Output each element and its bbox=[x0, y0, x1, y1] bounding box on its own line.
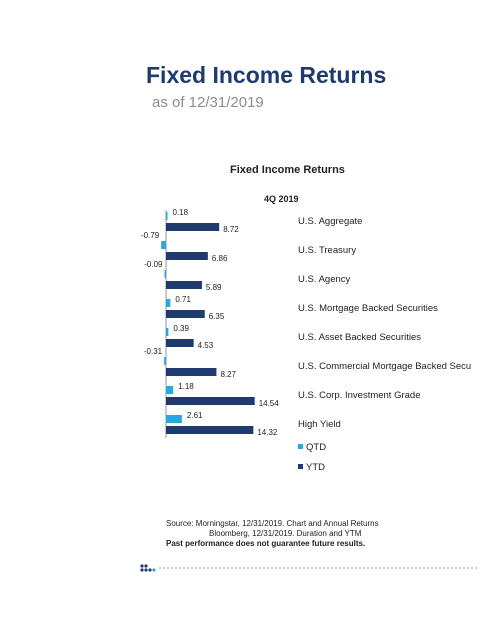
divider-dot bbox=[391, 567, 393, 569]
divider-dot bbox=[351, 567, 353, 569]
divider-dot bbox=[227, 567, 229, 569]
divider-dot bbox=[183, 567, 185, 569]
divider-dot bbox=[263, 567, 265, 569]
divider-dot bbox=[451, 567, 453, 569]
divider-dot bbox=[191, 567, 193, 569]
divider-dot bbox=[411, 567, 413, 569]
divider-dot bbox=[355, 567, 357, 569]
divider-dot bbox=[231, 567, 233, 569]
bar-qtd bbox=[166, 212, 168, 220]
divider-dot bbox=[419, 567, 421, 569]
divider-dot bbox=[315, 567, 317, 569]
divider-dot bbox=[199, 567, 201, 569]
divider-dot bbox=[235, 567, 237, 569]
divider-dot bbox=[279, 567, 281, 569]
divider-dot bbox=[255, 567, 257, 569]
divider-dot bbox=[463, 567, 465, 569]
bar-qtd bbox=[161, 241, 166, 249]
data-label-qtd: -0.79 bbox=[140, 231, 160, 240]
divider-dot bbox=[395, 567, 397, 569]
divider-dot bbox=[379, 567, 381, 569]
divider-dot bbox=[175, 567, 177, 569]
source-line-1: Source: Morningstar, 12/31/2019. Chart and Annual Returns bbox=[166, 519, 379, 528]
data-label-qtd: 0.18 bbox=[172, 208, 189, 217]
divider-dot bbox=[187, 567, 189, 569]
data-label-ytd: 6.35 bbox=[208, 312, 225, 321]
divider-dot bbox=[223, 567, 225, 569]
data-label-qtd: 2.61 bbox=[186, 411, 203, 420]
dot-trail bbox=[159, 567, 477, 569]
divider-dot bbox=[283, 567, 285, 569]
bar-ytd bbox=[166, 252, 208, 260]
bar-ytd bbox=[166, 397, 255, 405]
bar-ytd bbox=[166, 281, 202, 289]
divider-dot bbox=[195, 567, 197, 569]
divider-dot bbox=[363, 567, 365, 569]
divider-dot bbox=[159, 567, 161, 569]
divider-dot bbox=[375, 567, 377, 569]
bar-qtd bbox=[164, 357, 166, 365]
data-label-qtd: 1.18 bbox=[178, 382, 194, 391]
source-note bbox=[166, 519, 379, 549]
divider-dot bbox=[163, 567, 165, 569]
divider-dot bbox=[435, 567, 437, 569]
divider-dot bbox=[423, 567, 425, 569]
divider-dot bbox=[407, 567, 409, 569]
chart-title: Fixed Income Returns bbox=[230, 164, 345, 176]
category-label: U.S. Aggregate bbox=[298, 216, 363, 227]
decorative-dot-divider bbox=[140, 564, 480, 572]
divider-dot bbox=[215, 567, 217, 569]
data-label-qtd: 0.39 bbox=[173, 324, 189, 333]
bar-qtd bbox=[166, 386, 173, 394]
divider-dot bbox=[267, 567, 269, 569]
divider-dot bbox=[203, 567, 205, 569]
data-label-ytd: 8.72 bbox=[223, 225, 239, 234]
divider-dot bbox=[219, 567, 221, 569]
divider-dot bbox=[167, 567, 169, 569]
data-label-ytd: 8.27 bbox=[220, 370, 237, 379]
disclaimer: Past performance does not guarantee future results. bbox=[166, 539, 366, 548]
bar-ytd bbox=[166, 368, 216, 376]
divider-dot bbox=[207, 567, 209, 569]
divider-dot bbox=[415, 567, 417, 569]
bar-ytd bbox=[166, 339, 194, 347]
category-label: High Yield bbox=[298, 419, 341, 430]
divider-dot bbox=[179, 567, 181, 569]
chart-subtitle: 4Q 2019 bbox=[264, 194, 299, 204]
divider-dot bbox=[339, 567, 341, 569]
divider-dot bbox=[295, 567, 297, 569]
divider-dot bbox=[347, 567, 349, 569]
category-label: U.S. Treasury bbox=[298, 245, 357, 256]
page-title: Fixed Income Returns bbox=[146, 62, 387, 88]
divider-dot bbox=[243, 567, 245, 569]
legend-swatch-ytd bbox=[298, 464, 303, 469]
divider-dot bbox=[459, 567, 461, 569]
source-line-2: Bloomberg, 12/31/2019. Duration and YTM bbox=[209, 529, 362, 538]
divider-dot bbox=[311, 567, 313, 569]
divider-dot bbox=[467, 567, 469, 569]
bar-qtd bbox=[166, 415, 182, 423]
divider-dot bbox=[323, 567, 325, 569]
category-label: U.S. Asset Backed Securities bbox=[298, 332, 422, 343]
divider-dot bbox=[319, 567, 321, 569]
divider-dot bbox=[399, 567, 401, 569]
divider-dot bbox=[455, 567, 457, 569]
divider-dot bbox=[447, 567, 449, 569]
divider-dot bbox=[275, 567, 277, 569]
bar-qtd bbox=[165, 270, 167, 278]
divider-dot bbox=[383, 567, 385, 569]
bar-ytd bbox=[166, 310, 205, 318]
category-label: U.S. Agency bbox=[298, 274, 351, 285]
divider-dot bbox=[343, 567, 345, 569]
divider-dot bbox=[331, 567, 333, 569]
data-label-ytd: 4.53 bbox=[197, 341, 214, 350]
data-label-ytd: 6.86 bbox=[211, 254, 228, 263]
data-label-qtd: -0.09 bbox=[144, 260, 163, 269]
divider-dot bbox=[247, 567, 249, 569]
divider-dot bbox=[439, 567, 441, 569]
page-subtitle: as of 12/31/2019 bbox=[152, 94, 264, 111]
divider-dot bbox=[475, 567, 477, 569]
divider-dot bbox=[287, 567, 289, 569]
divider-dot bbox=[299, 567, 301, 569]
bar-qtd bbox=[166, 299, 170, 307]
divider-dot bbox=[291, 567, 293, 569]
legend-label-qtd: QTD bbox=[306, 442, 327, 453]
divider-dot bbox=[335, 567, 337, 569]
divider-dot bbox=[387, 567, 389, 569]
category-label: U.S. Corp. Investment Grade bbox=[298, 390, 421, 401]
divider-dot bbox=[471, 567, 473, 569]
divider-dot bbox=[427, 567, 429, 569]
dot-cluster bbox=[140, 564, 155, 571]
bar-ytd bbox=[166, 223, 219, 231]
divider-dot bbox=[327, 567, 329, 569]
data-label-qtd: -0.31 bbox=[143, 347, 163, 356]
divider-dot bbox=[251, 567, 253, 569]
divider-dot bbox=[371, 567, 373, 569]
divider-dot bbox=[211, 567, 213, 569]
data-label-qtd: 0.71 bbox=[175, 295, 191, 304]
divider-dot bbox=[239, 567, 241, 569]
data-label-ytd: 14.32 bbox=[257, 428, 278, 437]
divider-dot bbox=[359, 567, 361, 569]
bar-ytd bbox=[166, 426, 253, 434]
divider-dot bbox=[303, 567, 305, 569]
data-label-ytd: 14.54 bbox=[258, 399, 279, 408]
divider-dot bbox=[367, 567, 369, 569]
divider-dot bbox=[403, 567, 405, 569]
legend-swatch-qtd bbox=[298, 444, 303, 449]
divider-dot bbox=[271, 567, 273, 569]
data-label-ytd: 5.89 bbox=[205, 283, 222, 292]
legend-label-ytd: YTD bbox=[306, 462, 325, 473]
divider-dot bbox=[307, 567, 309, 569]
divider-dot bbox=[443, 567, 445, 569]
category-label: U.S. Mortgage Backed Securities bbox=[298, 303, 438, 314]
divider-dot bbox=[431, 567, 433, 569]
divider-dot bbox=[259, 567, 261, 569]
divider-dot bbox=[171, 567, 173, 569]
category-label: U.S. Commercial Mortgage Backed Secu bbox=[298, 361, 472, 372]
bar-qtd bbox=[166, 328, 168, 336]
